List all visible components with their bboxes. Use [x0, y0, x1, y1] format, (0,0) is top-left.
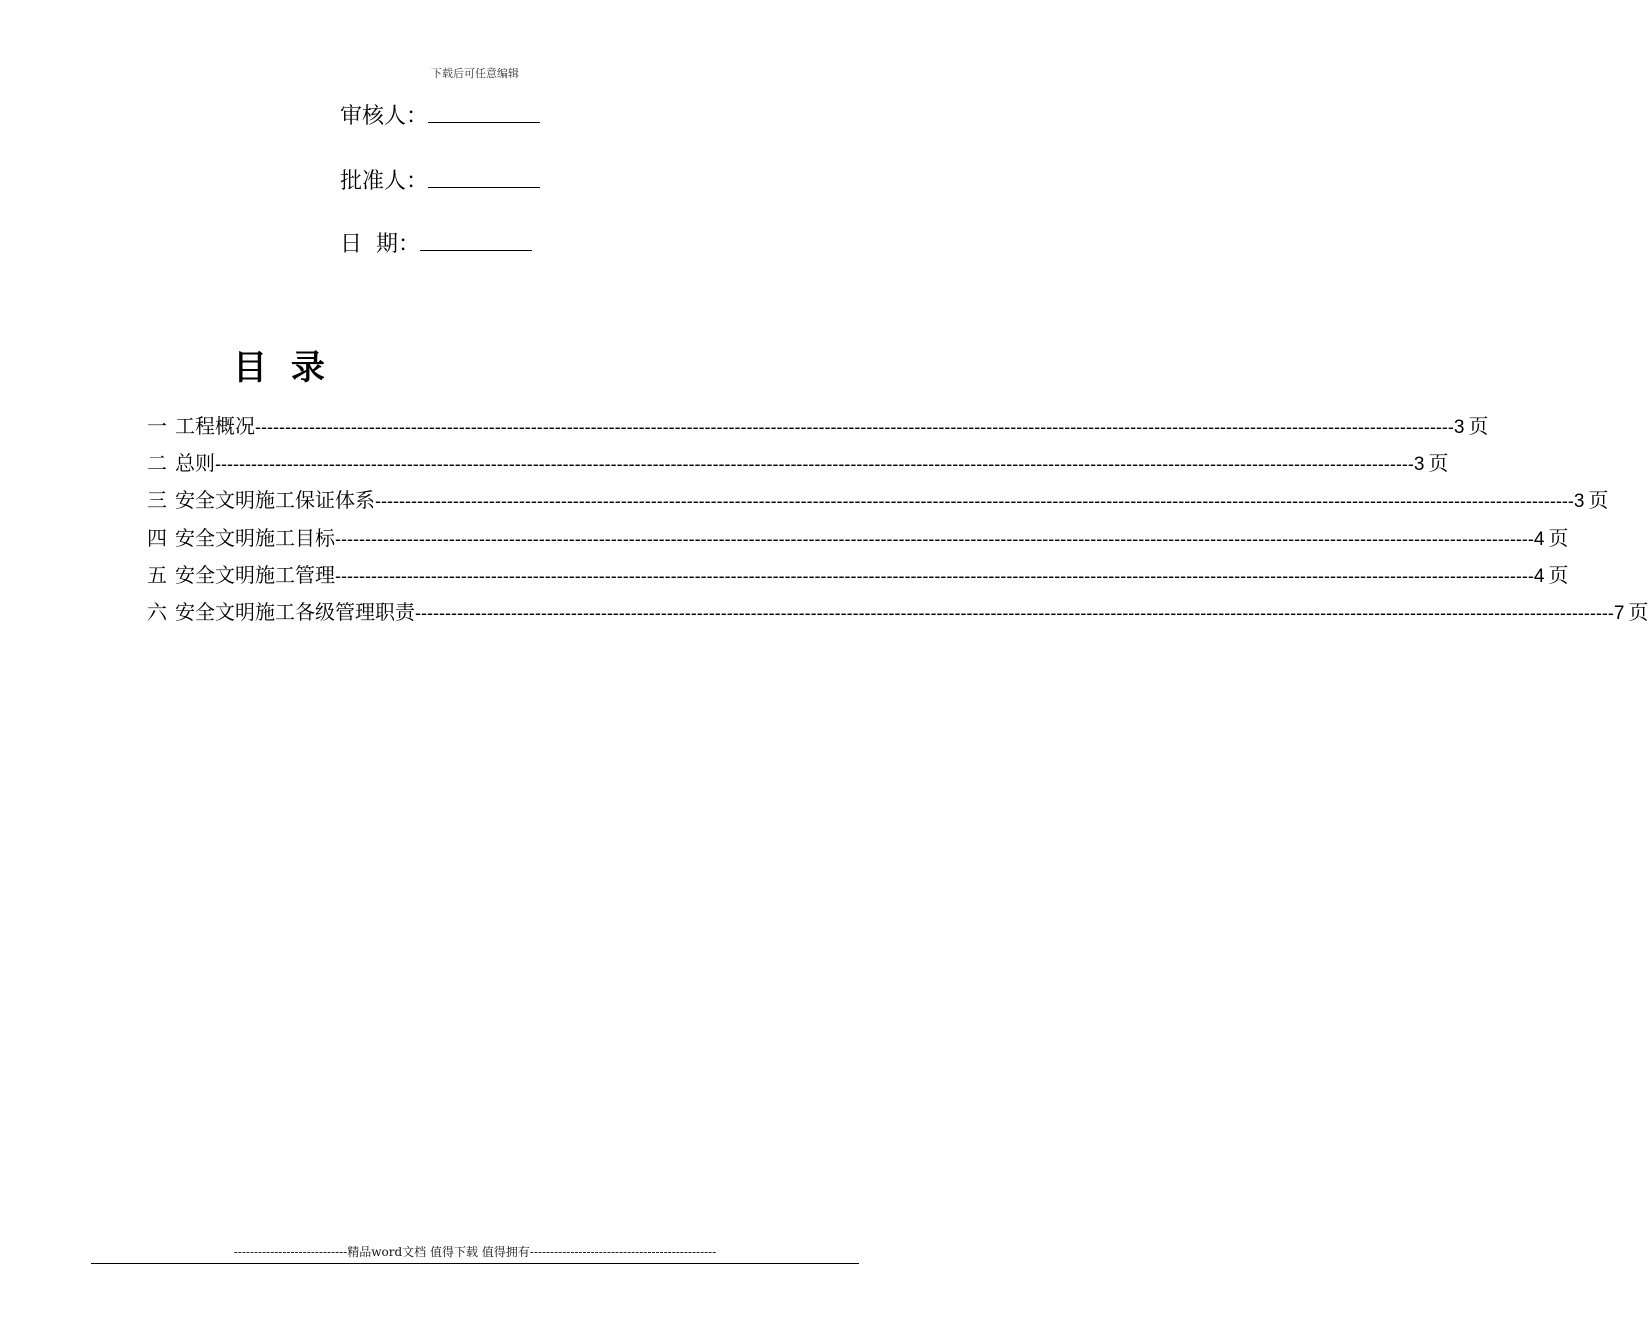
toc-leader-dashes: -------------------------------------------------------------------------------------------------------------------------------------------------------------------------------------------------------- [335, 528, 1534, 549]
toc-item-page: 3 [1453, 417, 1465, 438]
toc-item-number: 五 [147, 562, 167, 587]
reviewer-blank-line [428, 100, 540, 123]
toc-leader-dashes: -------------------------------------------------------------------------------------------------------------------------------------------------------------------------------------------------------- [375, 491, 1574, 512]
toc-item[interactable] [147, 522, 1569, 559]
toc-item[interactable] [147, 447, 1449, 484]
toc-item-label: 安全文明施工目标 [175, 525, 335, 550]
approver-row [340, 165, 540, 197]
toc-item-page-unit: 页 [1468, 414, 1489, 438]
toc-leader-dashes: -------------------------------------------------------------------------------------------------------------------------------------------------------------------------------------------------------- [415, 602, 1614, 623]
approver-label: 批准人： [340, 169, 429, 194]
toc-item-number: 六 [147, 599, 167, 624]
toc-item-number: 二 [147, 451, 167, 476]
toc-item-number: 三 [147, 488, 167, 513]
toc-leader-dashes: -------------------------------------------------------------------------------------------------------------------------------------------------------------------------------------------------------- [255, 417, 1454, 437]
toc-item-page-unit: 页 [1428, 451, 1449, 476]
toc-title: 目 录 [233, 348, 331, 388]
toc-item[interactable] [147, 596, 1648, 633]
toc-item-label: 安全文明施工保证体系 [175, 488, 375, 513]
date-row [340, 228, 532, 260]
toc-item-number: 四 [147, 525, 167, 550]
toc-item-page-unit: 页 [1588, 488, 1609, 513]
reviewer-row [340, 100, 540, 132]
toc-item-page-unit: 页 [1548, 525, 1569, 550]
toc-item[interactable] [147, 484, 1609, 521]
toc-item-page: 7 [1613, 602, 1625, 624]
toc-item[interactable] [147, 410, 1489, 447]
toc-item-page: 3 [1413, 454, 1425, 476]
toc-item-page: 3 [1573, 491, 1585, 513]
toc-item-page: 4 [1533, 565, 1545, 587]
reviewer-label: 审核人： [340, 104, 429, 129]
toc-item-page: 4 [1533, 528, 1545, 550]
header-note: 下载后可任意编辑 [431, 67, 519, 80]
toc-list [147, 410, 1648, 633]
date-blank-line [420, 228, 532, 251]
toc-leader-dashes: -------------------------------------------------------------------------------------------------------------------------------------------------------------------------------------------------------- [215, 454, 1414, 475]
date-label: 日 期： [340, 232, 420, 257]
toc-leader-dashes: -------------------------------------------------------------------------------------------------------------------------------------------------------------------------------------------------------- [335, 565, 1534, 586]
toc-item-label: 安全文明施工各级管理职责 [175, 599, 415, 624]
approver-blank-line [428, 165, 540, 188]
toc-item-page-unit: 页 [1628, 599, 1648, 624]
toc-item-page-unit: 页 [1548, 562, 1569, 587]
toc-item-number: 一 [147, 414, 167, 438]
toc-item-label: 安全文明施工管理 [175, 562, 335, 587]
toc-item-label: 总则 [175, 451, 215, 476]
toc-item-label: 工程概况 [175, 414, 255, 438]
toc-item[interactable] [147, 559, 1569, 596]
footer-note: ----------------------------精品word文档 值得下载 值得拥有---------------------------------------------- [233, 1245, 717, 1259]
footer-divider [91, 1263, 859, 1264]
